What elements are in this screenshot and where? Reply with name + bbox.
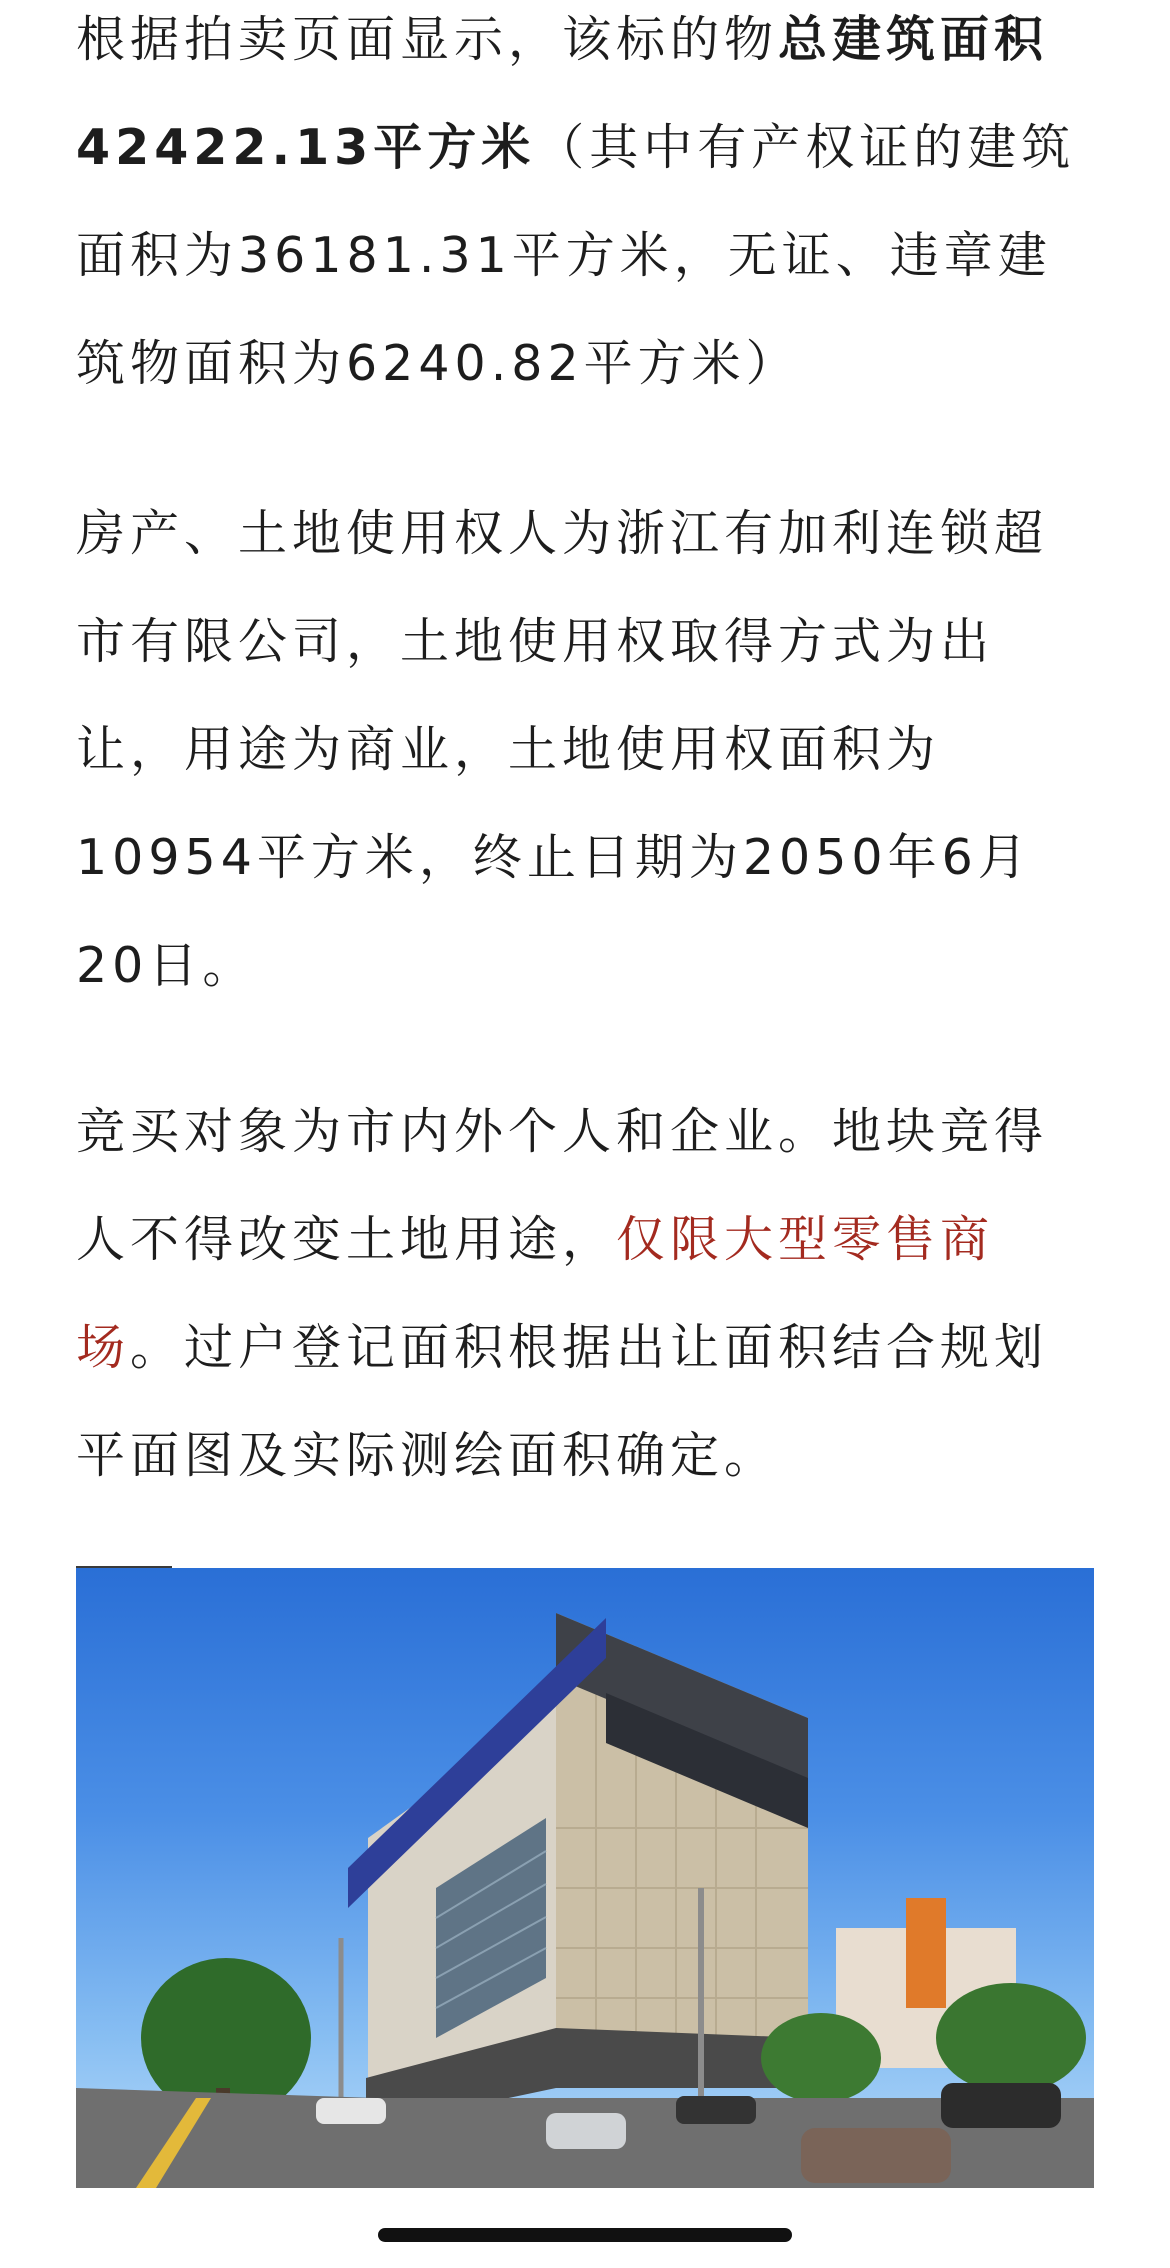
- paragraph-bidder-info: [76, 1078, 1096, 1510]
- far-right-tree: [936, 1983, 1086, 2093]
- paragraph-land-info: [76, 480, 1096, 1020]
- building-photo[interactable]: [76, 1568, 1094, 2188]
- parked-car: [316, 2098, 386, 2124]
- area-detail-text: （其中有产权证的建筑面积为36181.31平方米，无证、违章建筑物面积为6240.82平方米）: [76, 119, 1076, 392]
- total-area-bold-text: 总建筑面积42422.13平方米: [76, 11, 1049, 176]
- right-tree: [761, 2013, 881, 2103]
- paragraph-area-info: [76, 0, 1096, 418]
- dark-car: [941, 2083, 1061, 2128]
- white-car: [546, 2113, 626, 2149]
- black-car: [676, 2096, 756, 2124]
- building-photo-illustration: [76, 1568, 1094, 2188]
- home-indicator[interactable]: [378, 2228, 792, 2242]
- retail-only-highlight: 仅限大型零售商场: [76, 1211, 995, 1376]
- orange-sign: [906, 1898, 946, 2008]
- land-info-text: 房产、土地使用权人为浙江有加利连锁超市有限公司，土地使用权取得方式为出让，用途为商业，土地使用权面积为10954平方米，终止日期为2050年6月20日。: [76, 505, 1049, 994]
- bidder-detail-text: 。过户登记面积根据出让面积结合规划平面图及实际测绘面积确定。: [76, 1319, 1049, 1484]
- brown-car: [801, 2128, 951, 2183]
- area-intro-text: 根据拍卖页面显示，该标的物: [76, 11, 779, 68]
- bidder-intro-text: 竞买对象为市内外个人和企业。地块竞得人不得改变土地用途，: [76, 1103, 1049, 1268]
